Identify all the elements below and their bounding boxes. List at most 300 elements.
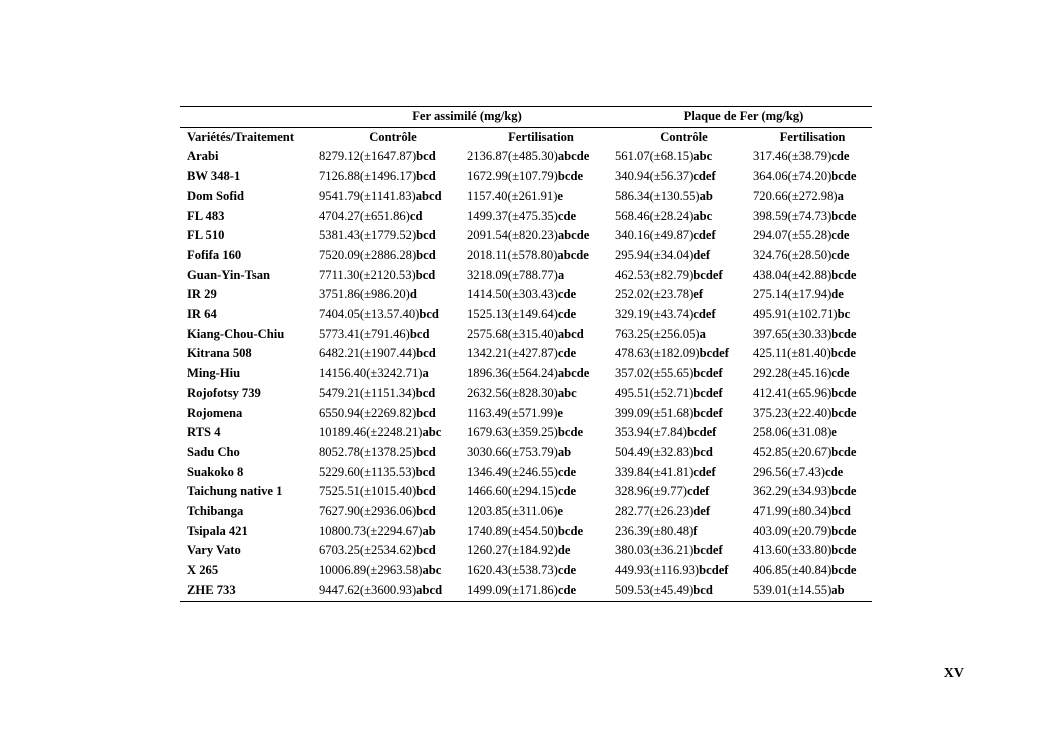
mean-value: 294.07(±55.28) xyxy=(753,228,832,243)
significance-letters: f xyxy=(693,523,698,538)
significance-letters: bc xyxy=(837,307,851,322)
significance-letters: d xyxy=(409,287,417,302)
table-cell xyxy=(753,207,872,227)
significance-letters: abc xyxy=(557,385,577,400)
significance-letters: bcde xyxy=(831,563,857,578)
table-cell xyxy=(753,246,872,266)
table-cell xyxy=(467,561,615,581)
significance-letters: bcd xyxy=(416,169,436,184)
table-cell xyxy=(615,502,753,522)
significance-letters: bcd xyxy=(416,149,436,164)
mean-value: 295.94(±34.04) xyxy=(615,247,694,262)
mean-value: 539.01(±14.55) xyxy=(753,582,832,597)
variety-name: Taichung native 1 xyxy=(187,484,283,499)
table-cell xyxy=(467,581,615,601)
page-number: XV xyxy=(943,666,964,681)
significance-letters: cde xyxy=(557,582,577,597)
mean-value: 763.25(±256.05) xyxy=(615,326,700,341)
mean-value: 1414.50(±303.43) xyxy=(467,287,558,302)
table-body xyxy=(180,147,872,601)
variety-name: ZHE 733 xyxy=(180,581,319,601)
table-cell xyxy=(753,463,872,483)
table-row xyxy=(180,502,872,522)
variety-name: IR 64 xyxy=(187,307,217,322)
mean-value: 9447.62(±3600.93) xyxy=(319,582,417,597)
mean-value: 403.09(±20.79) xyxy=(753,523,832,538)
results-table xyxy=(180,106,872,602)
significance-letters: bcdef xyxy=(693,543,723,558)
mean-value: 462.53(±82.79) xyxy=(615,267,694,282)
column-header-fertilisation: Fertilisation xyxy=(508,129,574,144)
table-header xyxy=(180,107,872,148)
mean-value: 452.85(±20.67) xyxy=(753,444,832,459)
mean-value: 1342.21(±427.87) xyxy=(467,346,558,361)
table-cell xyxy=(319,305,467,325)
significance-letters: cde xyxy=(557,346,577,361)
variety-name: Tchibanga xyxy=(187,504,244,519)
mean-value: 7711.30(±2120.53) xyxy=(319,267,416,282)
mean-value: 1346.49(±246.55) xyxy=(467,464,558,479)
mean-value: 10006.89(±2963.58) xyxy=(319,563,423,578)
table-cell xyxy=(319,207,467,227)
significance-letters: bcde xyxy=(831,523,857,538)
mean-value: 2632.56(±828.30) xyxy=(467,385,558,400)
mean-value: 586.34(±130.55) xyxy=(615,188,700,203)
mean-value: 8279.12(±1647.87) xyxy=(319,149,417,164)
table-row xyxy=(180,463,872,483)
variety-name: Kitrana 508 xyxy=(187,346,252,361)
mean-value: 7126.88(±1496.17) xyxy=(319,169,417,184)
significance-letters: cde xyxy=(824,464,844,479)
mean-value: 275.14(±17.94) xyxy=(753,287,832,302)
significance-letters: bcde xyxy=(831,405,857,420)
table-cell xyxy=(467,522,615,542)
table-cell xyxy=(753,305,872,325)
table-cell xyxy=(319,285,467,305)
table-row xyxy=(180,305,872,325)
table-cell xyxy=(467,226,615,246)
table-cell xyxy=(615,423,753,443)
table-cell xyxy=(319,482,467,502)
mean-value: 375.23(±22.40) xyxy=(753,405,832,420)
significance-letters: de xyxy=(557,543,571,558)
table-cell xyxy=(467,167,615,187)
table-cell xyxy=(615,541,753,561)
significance-letters: ab xyxy=(422,523,436,538)
mean-value: 399.09(±51.68) xyxy=(615,405,694,420)
significance-letters: cdef xyxy=(693,307,716,322)
table-cell xyxy=(467,482,615,502)
mean-value: 509.53(±45.49) xyxy=(615,582,694,597)
significance-letters: bcd xyxy=(416,228,436,243)
significance-letters: bcdef xyxy=(686,425,717,440)
significance-letters: bcde xyxy=(831,385,857,400)
mean-value: 7404.05(±13.57.40) xyxy=(319,307,420,322)
column-header-variety: Variétés/Traitement xyxy=(187,129,295,144)
mean-value: 471.99(±80.34) xyxy=(753,504,832,519)
significance-letters: cde xyxy=(557,563,577,578)
significance-letters: abcde xyxy=(557,228,590,243)
significance-letters: cde xyxy=(831,228,850,243)
mean-value: 720.66(±272.98) xyxy=(753,188,838,203)
table-cell xyxy=(615,344,753,364)
mean-value: 1525.13(±149.64) xyxy=(467,307,558,322)
variety-name: FL 510 xyxy=(187,228,225,243)
significance-letters: ab xyxy=(831,582,845,597)
significance-letters: bcdef xyxy=(699,563,729,578)
variety-name: Ming-Hiu xyxy=(187,366,241,381)
table-cell xyxy=(615,226,753,246)
table-cell xyxy=(615,246,753,266)
mean-value: 568.46(±28.24) xyxy=(615,208,694,223)
significance-letters: abcd xyxy=(557,326,584,341)
mean-value: 1260.27(±184.92) xyxy=(467,543,558,558)
significance-letters: cde xyxy=(557,307,577,322)
table-cell xyxy=(467,423,615,443)
mean-value: 10189.46(±2248.21) xyxy=(319,425,423,440)
mean-value: 2091.54(±820.23) xyxy=(467,228,558,243)
table-row xyxy=(180,423,872,443)
mean-value: 397.65(±30.33) xyxy=(753,326,832,341)
significance-letters: def xyxy=(693,247,711,262)
mean-value: 3030.66(±753.79) xyxy=(467,444,558,459)
mean-value: 329.19(±43.74) xyxy=(615,307,694,322)
variety-name: RTS 4 xyxy=(187,425,221,440)
mean-value: 504.49(±32.83) xyxy=(615,444,694,459)
significance-letters: a xyxy=(837,188,844,203)
table-cell xyxy=(319,541,467,561)
significance-letters: bcdef xyxy=(693,267,723,282)
table-cell xyxy=(615,443,753,463)
variety-name: Dom Sofid xyxy=(187,188,245,203)
significance-letters: bcde xyxy=(557,523,584,538)
significance-letters: cde xyxy=(831,366,850,381)
column-header-control: Contrôle xyxy=(369,129,417,144)
significance-letters: bcd xyxy=(415,385,436,400)
significance-letters: bcdef xyxy=(699,346,729,361)
mean-value: 1157.40(±261.91) xyxy=(467,188,558,203)
table-cell xyxy=(615,325,753,345)
table-cell xyxy=(467,147,615,167)
mean-value: 5229.60(±1135.53) xyxy=(319,464,416,479)
table-cell xyxy=(319,167,467,187)
significance-letters: ab xyxy=(557,444,572,459)
variety-name: X 265 xyxy=(187,563,219,578)
mean-value: 5381.43(±1779.52) xyxy=(319,228,417,243)
significance-letters: cdef xyxy=(686,484,710,499)
significance-letters: bcde xyxy=(831,543,857,558)
table-cell xyxy=(753,167,872,187)
mean-value: 292.28(±45.16) xyxy=(753,366,832,381)
table-cell xyxy=(615,364,753,384)
table-cell xyxy=(753,147,872,167)
table-cell xyxy=(467,285,615,305)
significance-letters: abc xyxy=(422,425,442,440)
significance-letters: bcde xyxy=(831,267,857,282)
table-cell xyxy=(467,404,615,424)
table-cell xyxy=(753,581,872,601)
group-header-fer-assimile: Fer assimilé (mg/kg) xyxy=(319,107,615,128)
significance-letters: abc xyxy=(422,563,442,578)
mean-value: 324.76(±28.50) xyxy=(753,247,832,262)
table-cell xyxy=(753,443,872,463)
significance-letters: bcd xyxy=(693,444,713,459)
mean-value: 364.06(±74.20) xyxy=(753,169,832,184)
table-cell xyxy=(753,325,872,345)
table-cell xyxy=(319,423,467,443)
table-cell xyxy=(319,147,467,167)
significance-letters: bcde xyxy=(831,484,857,499)
table-cell xyxy=(319,502,467,522)
group-header-plaque-de-fer: Plaque de Fer (mg/kg) xyxy=(615,107,872,128)
table-cell xyxy=(615,561,753,581)
significance-letters: abc xyxy=(693,208,713,223)
significance-letters: bcd xyxy=(419,307,439,322)
significance-letters: bcde xyxy=(557,169,584,184)
variety-name: IR 29 xyxy=(187,287,217,302)
mean-value: 438.04(±42.88) xyxy=(753,267,832,282)
mean-value: 10800.73(±2294.67) xyxy=(319,523,423,538)
table-cell xyxy=(319,404,467,424)
table-cell xyxy=(467,443,615,463)
mean-value: 2018.11(±578.80) xyxy=(467,247,558,262)
table-cell xyxy=(319,443,467,463)
table-row xyxy=(180,522,872,542)
significance-letters: bcd xyxy=(416,247,436,262)
significance-letters: a xyxy=(699,326,706,341)
significance-letters: a xyxy=(557,267,565,282)
significance-letters: bcd xyxy=(416,346,436,361)
mean-value: 1679.63(±359.25) xyxy=(467,425,558,440)
mean-value: 380.03(±36.21) xyxy=(615,543,694,558)
significance-letters: abcde xyxy=(557,366,590,381)
table-cell xyxy=(319,364,467,384)
table-cell xyxy=(467,246,615,266)
mean-value: 449.93(±116.93) xyxy=(615,563,700,578)
group-header-empty xyxy=(180,107,319,128)
mean-value: 3218.09(±788.77) xyxy=(467,267,558,282)
significance-letters: e xyxy=(557,504,563,519)
table-cell xyxy=(319,187,467,207)
table-row xyxy=(180,266,872,286)
table-row xyxy=(180,541,872,561)
table-cell xyxy=(615,207,753,227)
table-cell xyxy=(467,502,615,522)
mean-value: 6703.25(±2534.62) xyxy=(319,543,417,558)
table-row xyxy=(180,187,872,207)
variety-name: Kiang-Chou-Chiu xyxy=(187,326,285,341)
mean-value: 1896.36(±564.24) xyxy=(467,366,558,381)
table-cell xyxy=(615,305,753,325)
significance-letters: cde xyxy=(831,149,850,164)
significance-letters: ef xyxy=(693,287,704,302)
significance-letters: de xyxy=(831,287,844,302)
table-cell xyxy=(753,522,872,542)
significance-letters: e xyxy=(557,188,563,203)
mean-value: 398.59(±74.73) xyxy=(753,208,832,223)
table-row xyxy=(180,482,872,502)
mean-value: 8052.78(±1378.25) xyxy=(319,444,417,459)
significance-letters: bcde xyxy=(831,169,857,184)
table-cell xyxy=(753,344,872,364)
significance-letters: abcde xyxy=(557,149,590,164)
mean-value: 258.06(±31.08) xyxy=(753,425,832,440)
mean-value: 478.63(±182.09) xyxy=(615,346,700,361)
table-cell xyxy=(615,522,753,542)
mean-value: 4704.27(±651.86) xyxy=(319,208,410,223)
mean-value: 2136.87(±485.30) xyxy=(467,149,558,164)
table-row xyxy=(180,285,872,305)
significance-letters: bcdef xyxy=(693,366,723,381)
mean-value: 1203.85(±311.06) xyxy=(467,504,558,519)
mean-value: 495.51(±52.71) xyxy=(615,385,694,400)
significance-letters: def xyxy=(693,504,711,519)
variety-name: FL 483 xyxy=(187,208,225,223)
significance-letters: bcde xyxy=(831,208,857,223)
table-cell xyxy=(753,187,872,207)
mean-value: 495.91(±102.71) xyxy=(753,307,838,322)
mean-value: 282.77(±26.23) xyxy=(615,504,694,519)
mean-value: 1740.89(±454.50) xyxy=(467,523,558,538)
table-cell xyxy=(753,502,872,522)
mean-value: 339.84(±41.81) xyxy=(615,464,694,479)
table-cell xyxy=(319,561,467,581)
table-cell xyxy=(319,325,467,345)
significance-letters: cde xyxy=(557,287,577,302)
table-cell xyxy=(615,167,753,187)
table-cell xyxy=(615,187,753,207)
table-cell xyxy=(467,541,615,561)
table-cell xyxy=(615,463,753,483)
significance-letters: e xyxy=(557,405,563,420)
mean-value: 413.60(±33.80) xyxy=(753,543,832,558)
table-row xyxy=(180,561,872,581)
mean-value: 425.11(±81.40) xyxy=(753,346,831,361)
table-cell xyxy=(467,305,615,325)
mean-value: 406.85(±40.84) xyxy=(753,563,832,578)
variety-name: Vary Vato xyxy=(187,543,241,558)
table-cell xyxy=(753,561,872,581)
variety-name: Tsipala 421 xyxy=(187,523,248,538)
table-cell xyxy=(615,482,753,502)
mean-value: 7525.51(±1015.40) xyxy=(319,484,417,499)
significance-letters: abc xyxy=(693,149,713,164)
table-cell xyxy=(467,384,615,404)
table-cell xyxy=(615,285,753,305)
mean-value: 412.41(±65.96) xyxy=(753,385,832,400)
table-cell xyxy=(467,325,615,345)
mean-value: 1466.60(±294.15) xyxy=(467,484,558,499)
mean-value: 357.02(±55.65) xyxy=(615,366,694,381)
significance-letters: cde xyxy=(557,484,577,499)
mean-value: 1620.43(±538.73) xyxy=(467,563,558,578)
table-cell xyxy=(467,364,615,384)
table-row xyxy=(180,226,872,246)
table-cell xyxy=(753,541,872,561)
mean-value: 328.96(±9.77) xyxy=(615,484,687,499)
table-row xyxy=(180,384,872,404)
significance-letters: bcd xyxy=(416,405,436,420)
mean-value: 14156.40(±3242.71) xyxy=(319,366,423,381)
table-row xyxy=(180,364,872,384)
table-cell xyxy=(753,482,872,502)
variety-name: Suakoko 8 xyxy=(187,464,244,479)
mean-value: 317.46(±38.79) xyxy=(753,149,832,164)
variety-name: Guan-Yin-Tsan xyxy=(187,267,271,282)
significance-letters: ab xyxy=(699,188,713,203)
variety-name: Fofifa 160 xyxy=(187,247,242,262)
variety-name: Sadu Cho xyxy=(187,444,240,459)
mean-value: 2575.68(±315.40) xyxy=(467,326,558,341)
significance-letters: bcdef xyxy=(693,385,723,400)
table-cell xyxy=(753,226,872,246)
significance-letters: bcd xyxy=(693,582,713,597)
table-row xyxy=(180,344,872,364)
column-header-row xyxy=(180,127,872,147)
table-cell xyxy=(615,581,753,601)
significance-letters: bcde xyxy=(830,346,856,361)
significance-letters: bcd xyxy=(416,504,436,519)
table-row xyxy=(180,581,872,601)
table-cell xyxy=(615,384,753,404)
significance-letters: e xyxy=(831,425,837,440)
table-cell xyxy=(753,423,872,443)
mean-value: 561.07(±68.15) xyxy=(615,149,694,164)
significance-letters: bcd xyxy=(409,326,430,341)
table-cell xyxy=(753,404,872,424)
mean-value: 362.29(±34.93) xyxy=(753,484,832,499)
mean-value: 5479.21(±1151.34) xyxy=(319,385,416,400)
table-cell xyxy=(319,384,467,404)
table-cell xyxy=(753,364,872,384)
variety-name: BW 348-1 xyxy=(187,169,241,184)
significance-letters: bcd xyxy=(416,444,436,459)
table-cell xyxy=(467,266,615,286)
table-cell xyxy=(319,246,467,266)
significance-letters: cde xyxy=(557,464,577,479)
table-cell xyxy=(615,266,753,286)
variety-name: Arabi xyxy=(187,149,219,164)
mean-value: 1499.37(±475.35) xyxy=(467,208,558,223)
significance-letters: abcd xyxy=(416,582,443,597)
significance-letters: a xyxy=(422,366,429,381)
variety-name: Rojofotsy 739 xyxy=(187,385,261,400)
significance-letters: bcdef xyxy=(693,405,723,420)
mean-value: 3751.86(±986.20) xyxy=(319,287,410,302)
table-cell xyxy=(615,147,753,167)
significance-letters: bcd xyxy=(831,504,851,519)
table-row xyxy=(180,246,872,266)
mean-value: 1672.99(±107.79) xyxy=(467,169,558,184)
mean-value: 340.16(±49.87) xyxy=(615,228,694,243)
mean-value: 7520.09(±2886.28) xyxy=(319,247,417,262)
table-cell xyxy=(753,384,872,404)
significance-letters: cdef xyxy=(693,464,716,479)
column-header-control: Contrôle xyxy=(660,129,708,144)
table-cell xyxy=(319,344,467,364)
table-row xyxy=(180,207,872,227)
table-row xyxy=(180,325,872,345)
mean-value: 1163.49(±571.99) xyxy=(467,405,558,420)
table-row xyxy=(180,167,872,187)
table-cell xyxy=(753,266,872,286)
significance-letters: bcd xyxy=(416,543,436,558)
mean-value: 252.02(±23.78) xyxy=(615,287,694,302)
significance-letters: bcd xyxy=(415,267,436,282)
table-cell xyxy=(753,285,872,305)
variety-name: Rojomena xyxy=(187,405,243,420)
table-row xyxy=(180,147,872,167)
